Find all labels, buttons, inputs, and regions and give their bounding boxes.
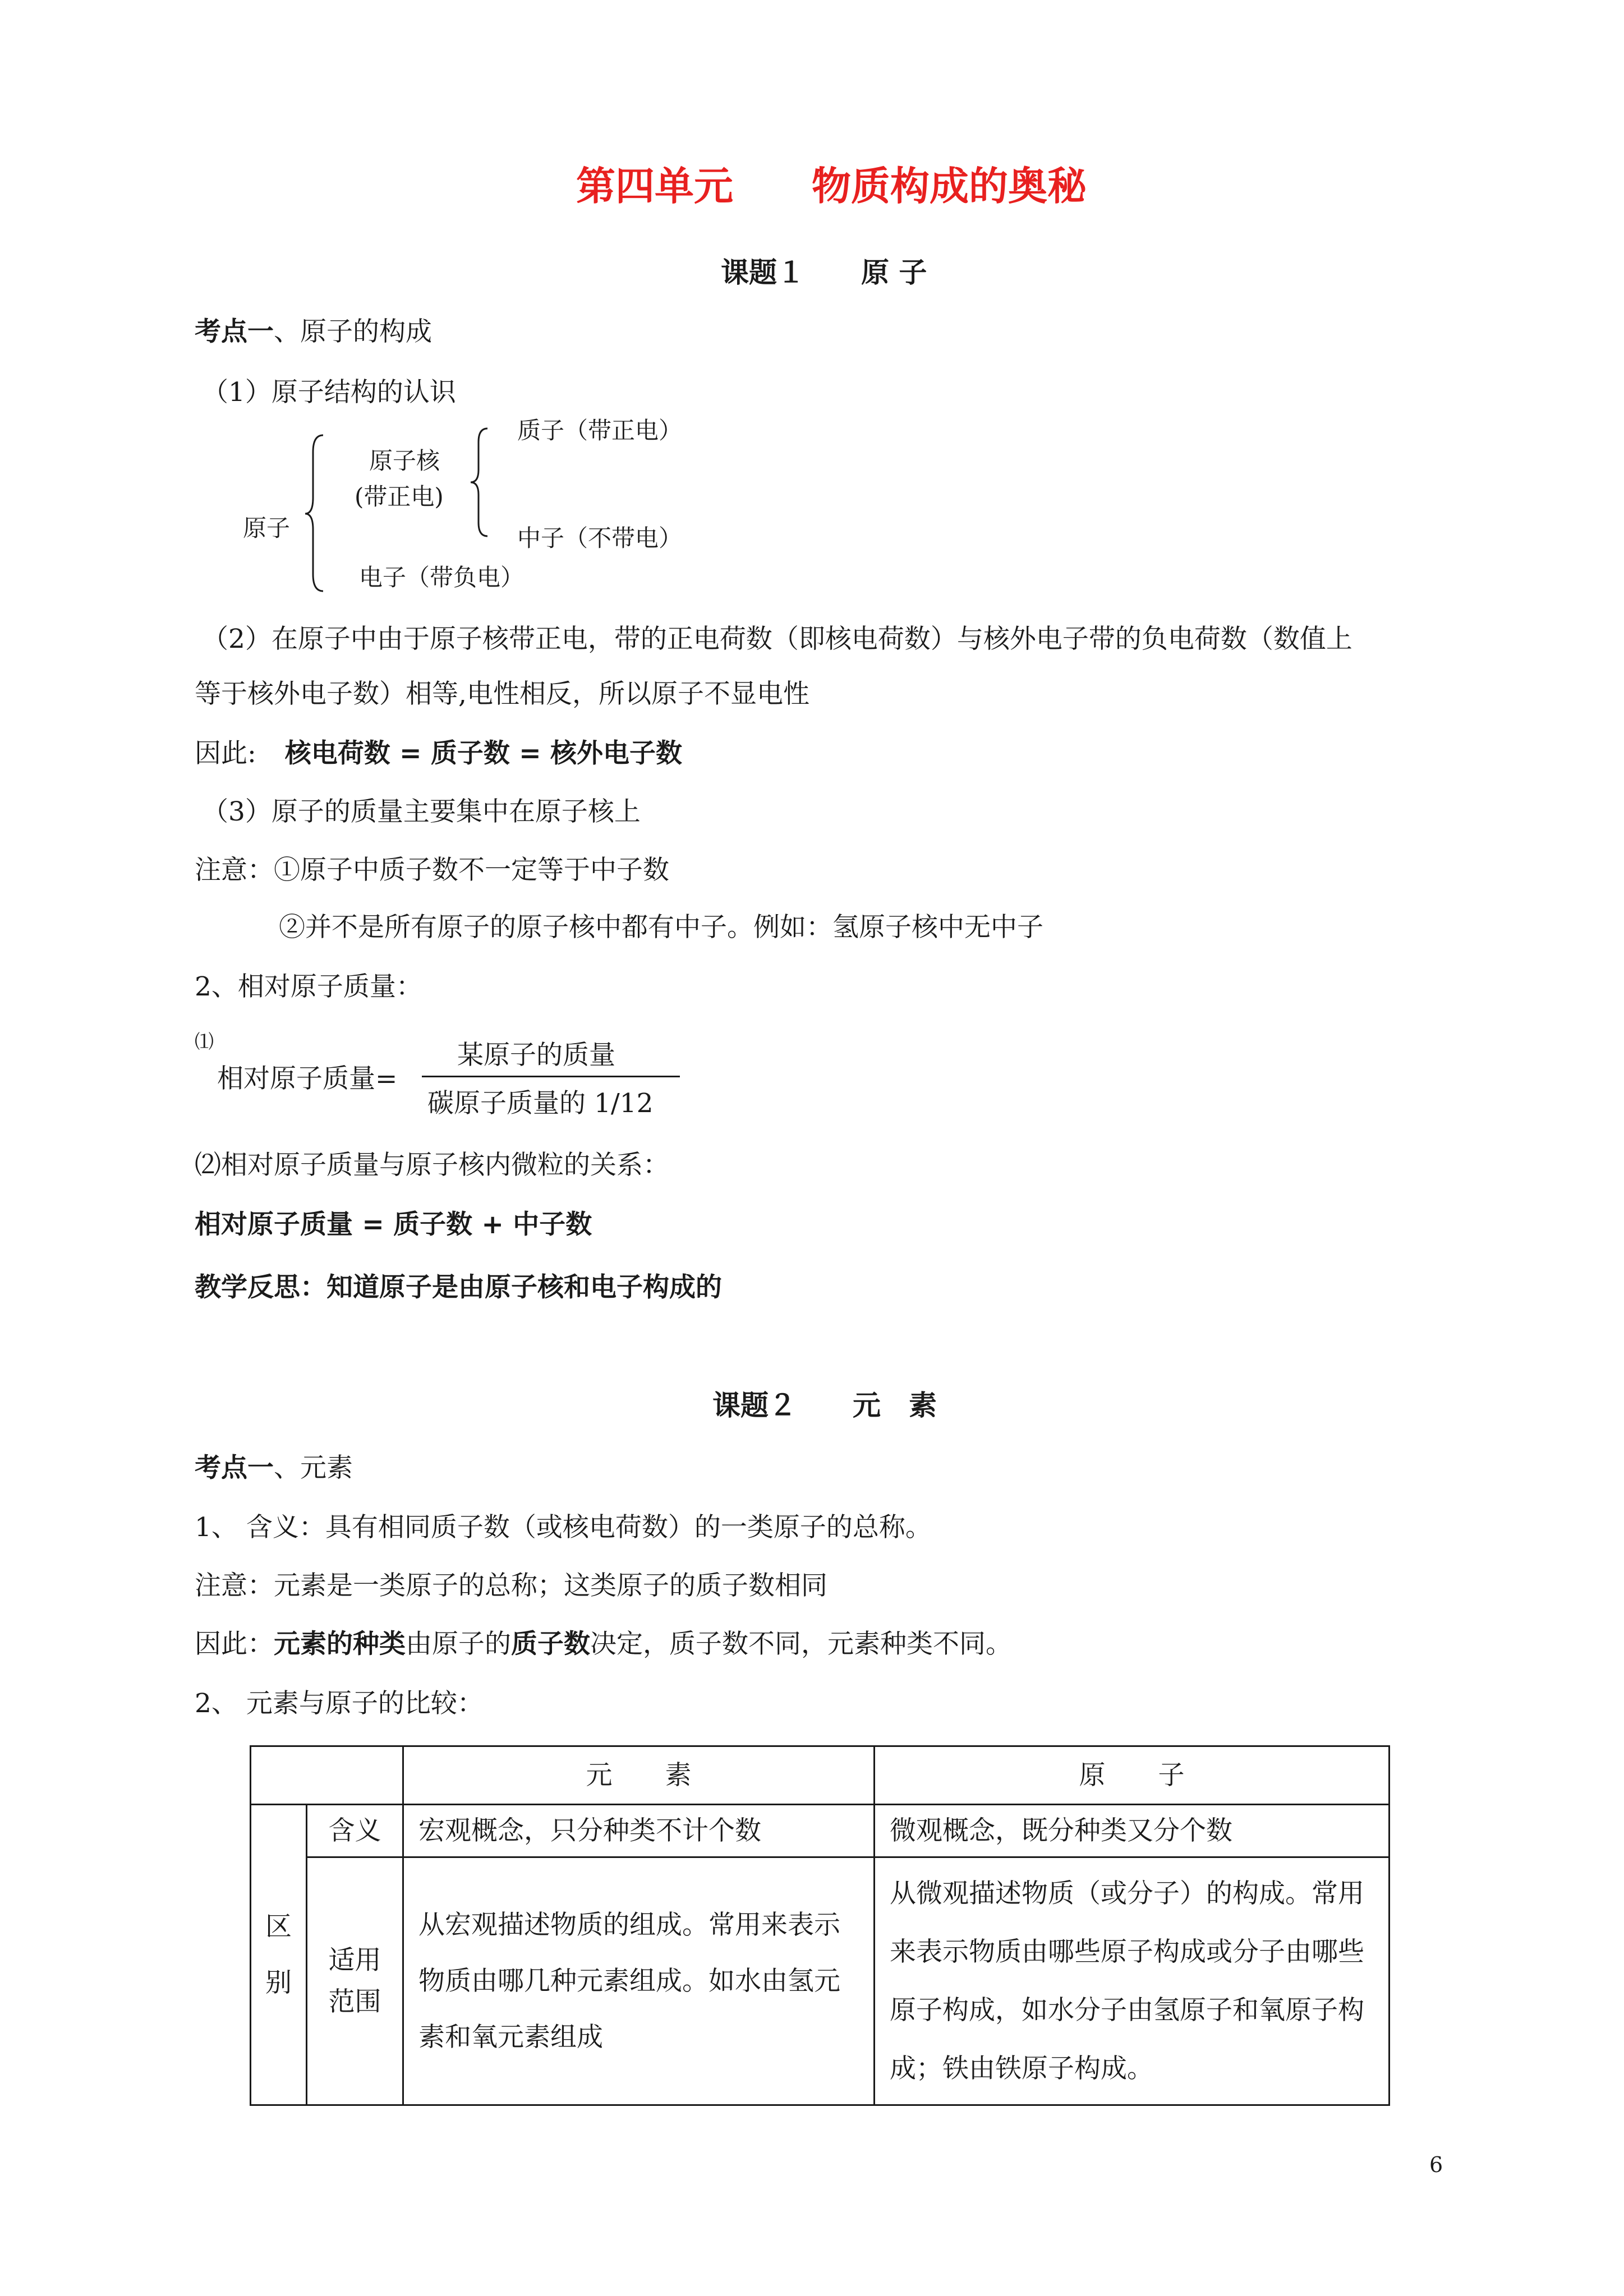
relative-mass-heading: 2、相对原子质量： bbox=[195, 971, 422, 1002]
group-char-1: 区 bbox=[265, 1911, 292, 1942]
therefore-prefix: 因此： bbox=[195, 1629, 274, 1659]
table-row bbox=[251, 1857, 1390, 2105]
element-note: 注意：元素是一类原子的总称；这类原子的质子数相同 bbox=[195, 1570, 827, 1601]
note-2: ②并不是所有原子的原子核中都有中子。例如：氢原子核中无中子 bbox=[279, 912, 1043, 943]
col-header-element: 元 素 bbox=[403, 1746, 875, 1805]
lesson1-point1 bbox=[195, 315, 432, 349]
point-label: 考点一 bbox=[195, 316, 274, 347]
row-group-difference bbox=[251, 1805, 307, 2105]
lesson2-heading: 课题２ 元 素 bbox=[712, 1389, 937, 1422]
table-corner-cell bbox=[251, 1746, 403, 1805]
table-row bbox=[251, 1805, 1390, 1857]
therefore-bold-proton: 质子数 bbox=[511, 1629, 590, 1659]
compare-heading: 2、 元素与原子的比较： bbox=[195, 1688, 484, 1719]
cell-atom-scope: 从微观描述物质（或分子）的构成。常用来表示物质由哪些原子构成或分子由哪些原子构成，如水分子由氢原子和氧原子构成；铁由铁原子构成。 bbox=[875, 1857, 1390, 2105]
formula-marker: ⑴ bbox=[195, 1031, 214, 1053]
formula-numerator: 某原子的质量 bbox=[457, 1040, 615, 1071]
cell-element-meaning: 宏观概念，只分种类不计个数 bbox=[403, 1805, 875, 1857]
lesson2-point1 bbox=[195, 1451, 353, 1485]
section-electric-neutrality: （2）在原子中由于原子核带正电，带的正电荷数（即核电荷数）与核外电子带的负电荷数（数值上 bbox=[202, 624, 1352, 654]
scope-label-2: 范围 bbox=[328, 1986, 381, 2017]
therefore-mid: 由原子的 bbox=[406, 1629, 511, 1659]
relation-heading: ⑵相对原子质量与原子核内微粒的关系： bbox=[195, 1150, 669, 1181]
diagram-neutron: 中子（不带电） bbox=[517, 524, 683, 552]
formula-mass: 相对原子质量 = 质子数 + 中子数 bbox=[195, 1209, 592, 1240]
point-text: 、元素 bbox=[274, 1453, 353, 1483]
diagram-nucleus: 原子核 bbox=[369, 447, 440, 474]
brace-outer bbox=[303, 432, 325, 594]
teaching-reflection: 教学反思：知道原子是由原子核和电子构成的 bbox=[195, 1272, 722, 1303]
therefore-bold-kind: 元素的种类 bbox=[274, 1629, 406, 1659]
lesson1-heading: 课题１ 原 子 bbox=[721, 256, 927, 289]
point-label: 考点一 bbox=[195, 1453, 274, 1483]
element-atom-comparison-table bbox=[250, 1745, 1390, 2106]
section-mass: （3）原子的质量主要集中在原子核上 bbox=[202, 796, 641, 827]
therefore-label: 因此: bbox=[195, 738, 256, 769]
diagram-nucleus-charge: (带正电) bbox=[355, 483, 444, 510]
col-header-atom: 原 子 bbox=[875, 1746, 1390, 1805]
cell-atom-meaning: 微观概念，既分种类又分个数 bbox=[875, 1805, 1390, 1857]
section-atom-structure: （1）原子结构的认识 bbox=[202, 377, 456, 408]
section-electric-neutrality-cont: 等于核外电子数）相等,电性相反，所以原子不显电性 bbox=[195, 679, 809, 709]
group-char-2: 别 bbox=[265, 1967, 292, 1998]
row-label-scope bbox=[307, 1857, 403, 2105]
page-number: 6 bbox=[1429, 2152, 1443, 2177]
diagram-electron: 电子（带负电） bbox=[359, 564, 525, 591]
fraction-bar bbox=[422, 1076, 680, 1077]
unit-title: 第四单元 物质构成的奥秘 bbox=[576, 163, 1087, 209]
diagram-atom: 原子 bbox=[243, 514, 291, 542]
brace-inner bbox=[468, 426, 491, 538]
formula-denominator: 碳原子质量的 1/12 bbox=[427, 1088, 654, 1119]
scope-label-1: 适用 bbox=[328, 1944, 381, 1976]
formula-charge: 核电荷数 = 质子数 = 核外电子数 bbox=[284, 738, 683, 769]
element-definition: 1、 含义：具有相同质子数（或核电荷数）的一类原子的总称。 bbox=[195, 1512, 932, 1543]
row-label-meaning: 含义 bbox=[307, 1805, 403, 1857]
therefore-suffix: 决定，质子数不同，元素种类不同。 bbox=[590, 1629, 1012, 1659]
note-1: 注意：①原子中质子数不一定等于中子数 bbox=[195, 855, 669, 886]
point-text: 、原子的构成 bbox=[274, 316, 432, 347]
cell-element-scope: 从宏观描述物质的组成。常用来表示物质由哪几种元素组成。如水由氢元素和氧元素组成 bbox=[403, 1857, 875, 2105]
formula-label: 相对原子质量= bbox=[217, 1063, 398, 1094]
table-header-row bbox=[251, 1746, 1390, 1805]
diagram-proton: 质子（带正电） bbox=[517, 417, 683, 444]
therefore-line bbox=[195, 737, 682, 771]
element-therefore bbox=[195, 1628, 1012, 1661]
